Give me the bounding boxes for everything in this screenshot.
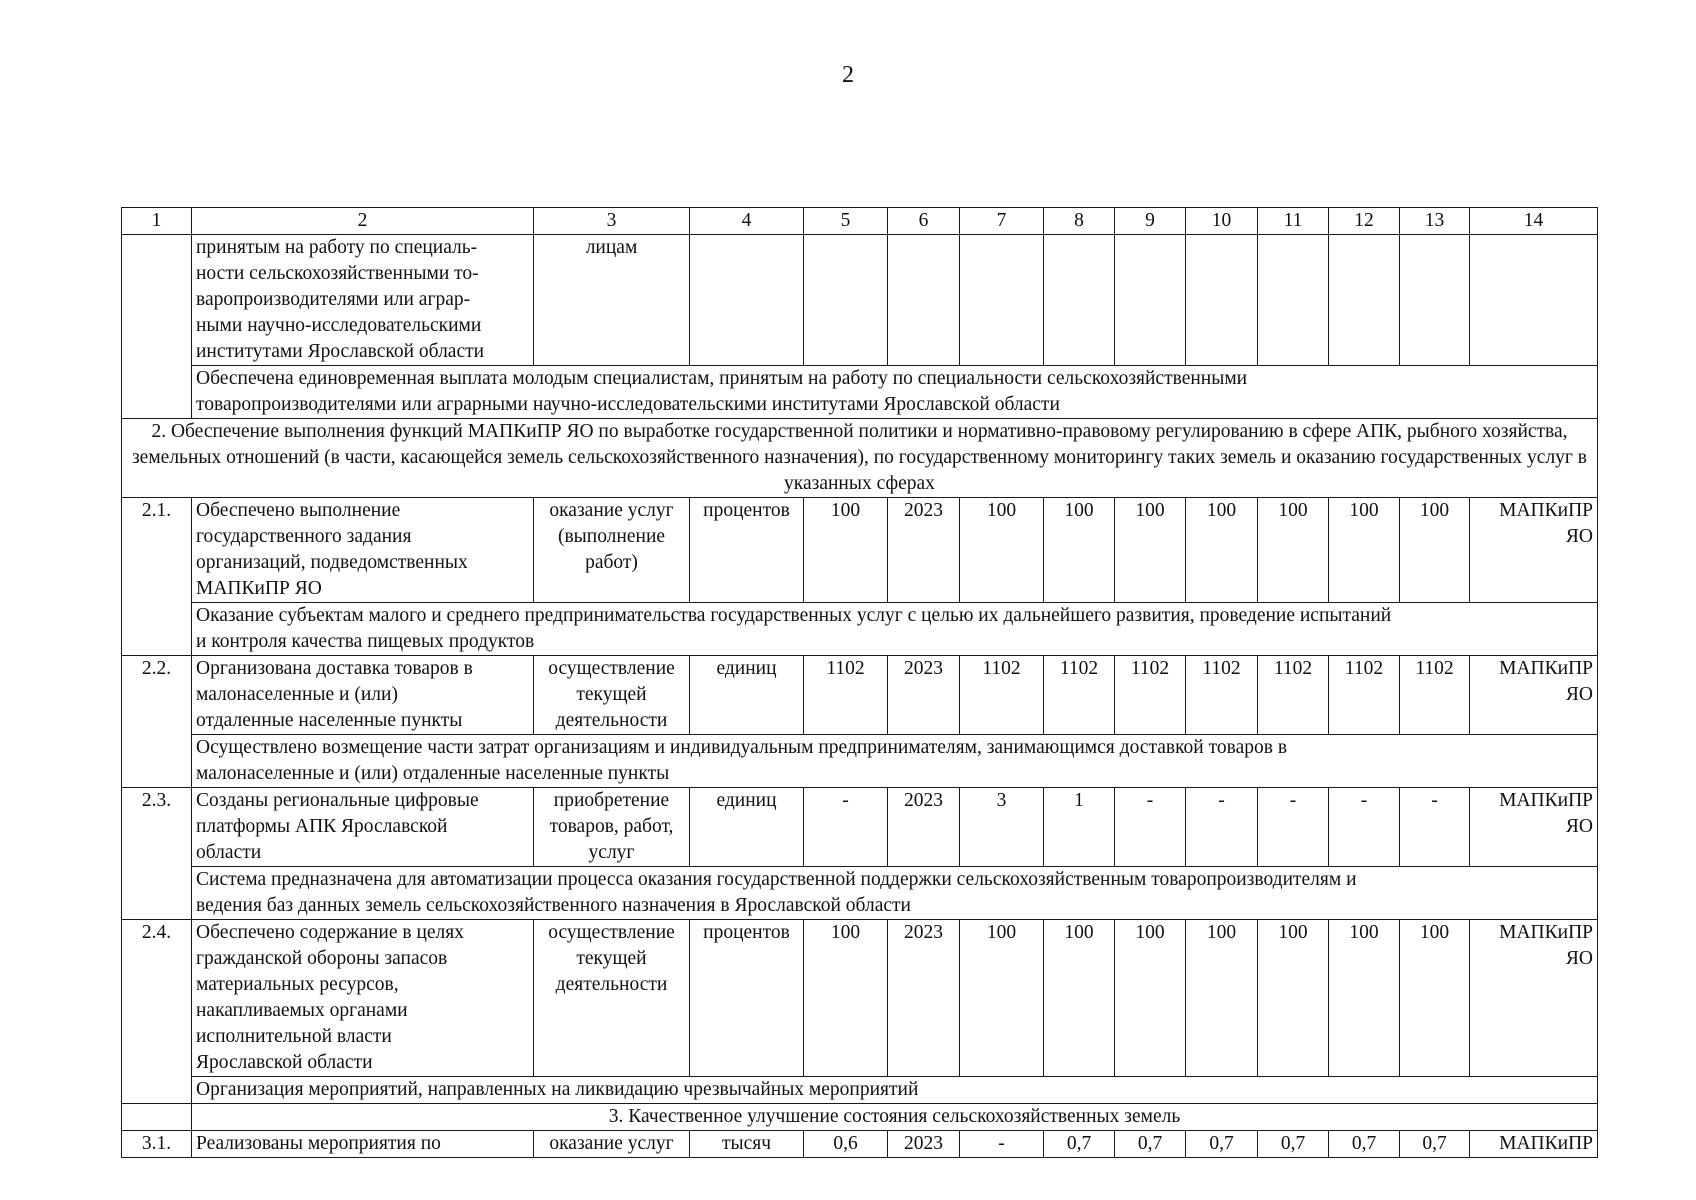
row-number: 2.3. (122, 788, 192, 920)
result-type: осуществление текущей деятельности (534, 920, 690, 1077)
result-name: принятым на работу по специаль- ности сельскохозяйственными то- варопроизводителями или аграр- ными научно-исследовательскими институтами Ярославской области (192, 235, 534, 366)
value-cell: 1 (1044, 788, 1115, 867)
base-year: 2023 (888, 1131, 960, 1158)
result-name: Обеспечено содержание в целях гражданской обороны запасов материальных ресурсов, накапливаемых органами исполнительной власти Ярославской области (192, 920, 534, 1077)
value-cell: 1102 (960, 656, 1044, 735)
value-cell: 1102 (1044, 656, 1115, 735)
base-value: 1102 (804, 656, 888, 735)
responsible: МАПКиПР (1470, 1131, 1598, 1158)
result-type: осуществление текущей деятельности (534, 656, 690, 735)
page-number: 2 (842, 62, 854, 88)
responsible: МАПКиПР ЯО (1470, 656, 1598, 735)
responsible: МАПКиПР ЯО (1470, 788, 1598, 867)
result-note: Организация мероприятий, направленных на ликвидацию чрезвычайных мероприятий (192, 1077, 1598, 1104)
col-header: 5 (804, 208, 888, 235)
value-cell: 100 (960, 498, 1044, 603)
value-cell: 3 (960, 788, 1044, 867)
note-row (122, 735, 1598, 788)
section-title: 3. Качественное улучшение состояния сельскохозяйственных земель (192, 1104, 1598, 1131)
responsible: МАПКиПР ЯО (1470, 498, 1598, 603)
value-cell: 1102 (1186, 656, 1258, 735)
unit: процентов (690, 498, 804, 603)
row-number: 2.4. (122, 920, 192, 1104)
note-row (122, 366, 1598, 419)
value-cell: 100 (1258, 920, 1329, 1077)
table-row (122, 235, 1598, 366)
base-year: 2023 (888, 920, 960, 1077)
col-header: 12 (1329, 208, 1400, 235)
value-cell: 0,7 (1115, 1131, 1186, 1158)
value-cell: - (1258, 788, 1329, 867)
result-type: лицам (534, 235, 690, 366)
value-cell: 1102 (1258, 656, 1329, 735)
row-number-cell (122, 235, 192, 419)
col-header: 2 (192, 208, 534, 235)
note-row (122, 867, 1598, 920)
result-note: Обеспечена единовременная выплата молодым специалистам, принятым на работу по специальности сельскохозяйственными товаропроизводителями или аграрными научно-исследовательскими институтами Ярославской области (192, 366, 1598, 419)
result-name: Реализованы мероприятия по (192, 1131, 534, 1158)
unit: единиц (690, 656, 804, 735)
table-row (122, 1131, 1598, 1158)
col-header: 14 (1470, 208, 1598, 235)
col-header: 11 (1258, 208, 1329, 235)
result-type: приобретение товаров, работ, услуг (534, 788, 690, 867)
col-header: 6 (888, 208, 960, 235)
value-cell: 100 (1186, 498, 1258, 603)
col-header: 4 (690, 208, 804, 235)
base-year: 2023 (888, 498, 960, 603)
unit: тысяч (690, 1131, 804, 1158)
value-cell: - (1400, 788, 1470, 867)
value-cell: - (1329, 788, 1400, 867)
value-cell: 0,7 (1044, 1131, 1115, 1158)
value-cell: 100 (1400, 498, 1470, 603)
base-year: 2023 (888, 656, 960, 735)
value-cell: 0,7 (1186, 1131, 1258, 1158)
result-name: Созданы региональные цифровые платформы АПК Ярославской области (192, 788, 534, 867)
row-number: 2.1. (122, 498, 192, 656)
col-header: 3 (534, 208, 690, 235)
unit: процентов (690, 920, 804, 1077)
base-value: - (804, 788, 888, 867)
value-cell: 100 (1329, 920, 1400, 1077)
col-header: 7 (960, 208, 1044, 235)
row-number: 3.1. (122, 1131, 192, 1158)
value-cell: - (1115, 788, 1186, 867)
value-cell: 1102 (1400, 656, 1470, 735)
value-cell: 0,7 (1400, 1131, 1470, 1158)
header-row (122, 208, 1598, 235)
base-value: 100 (804, 920, 888, 1077)
value-cell: 1102 (1115, 656, 1186, 735)
program-table (121, 207, 1598, 1158)
base-year: 2023 (888, 788, 960, 867)
result-note: Оказание субъектам малого и среднего предпринимательства государственных услуг с целью их дальнейшего развития, проведение испытаний и контроля качества пищевых продуктов (192, 603, 1598, 656)
section-row (122, 1104, 1598, 1131)
result-type: оказание услуг (534, 1131, 690, 1158)
table-row (122, 656, 1598, 735)
value-cell: - (1186, 788, 1258, 867)
note-row (122, 603, 1598, 656)
row-number: 2.2. (122, 656, 192, 788)
section-row (122, 419, 1598, 498)
value-cell: 100 (1044, 498, 1115, 603)
value-cell: 100 (1115, 498, 1186, 603)
responsible: МАПКиПР ЯО (1470, 920, 1598, 1077)
value-cell: 1102 (1329, 656, 1400, 735)
result-note: Система предназначена для автоматизации процесса оказания государственной поддержки сельскохозяйственным товаропроизводителям и ведения баз данных земель сельскохозяйственного назначения в Ярославской области (192, 867, 1598, 920)
value-cell: 100 (960, 920, 1044, 1077)
value-cell: - (960, 1131, 1044, 1158)
result-name: Обеспечено выполнение государственного задания организаций, подведомственных МАПКиПР ЯО (192, 498, 534, 603)
result-type: оказание услуг (выполнение работ) (534, 498, 690, 603)
base-value: 0,6 (804, 1131, 888, 1158)
table-row (122, 920, 1598, 1077)
base-value: 100 (804, 498, 888, 603)
col-header: 13 (1400, 208, 1470, 235)
col-header: 8 (1044, 208, 1115, 235)
table-row (122, 498, 1598, 603)
col-header: 1 (122, 208, 192, 235)
value-cell: 0,7 (1258, 1131, 1329, 1158)
table-row (122, 788, 1598, 867)
value-cell: 100 (1186, 920, 1258, 1077)
value-cell: 0,7 (1329, 1131, 1400, 1158)
value-cell: 100 (1400, 920, 1470, 1077)
col-header: 10 (1186, 208, 1258, 235)
unit: единиц (690, 788, 804, 867)
section-title: 2. Обеспечение выполнения функций МАПКиПР ЯО по выработке государственной политики и нормативно-правовому регулированию в сфере АПК, рыбного хозяйства, земельных отношений (в части, касающейся земель сельскохозяйственного назначения), по государственному мониторингу таких земель и оказанию государственных услуг в указанных сферах (122, 419, 1598, 498)
value-cell: 100 (1115, 920, 1186, 1077)
col-header: 9 (1115, 208, 1186, 235)
note-row (122, 1077, 1598, 1104)
value-cell: 100 (1258, 498, 1329, 603)
value-cell: 100 (1329, 498, 1400, 603)
result-note: Осуществлено возмещение части затрат организациям и индивидуальным предпринимателям, занимающимся доставкой товаров в малонаселенные и (или) отдаленные населенные пункты (192, 735, 1598, 788)
value-cell: 100 (1044, 920, 1115, 1077)
result-name: Организована доставка товаров в малонаселенные и (или) отдаленные населенные пункты (192, 656, 534, 735)
